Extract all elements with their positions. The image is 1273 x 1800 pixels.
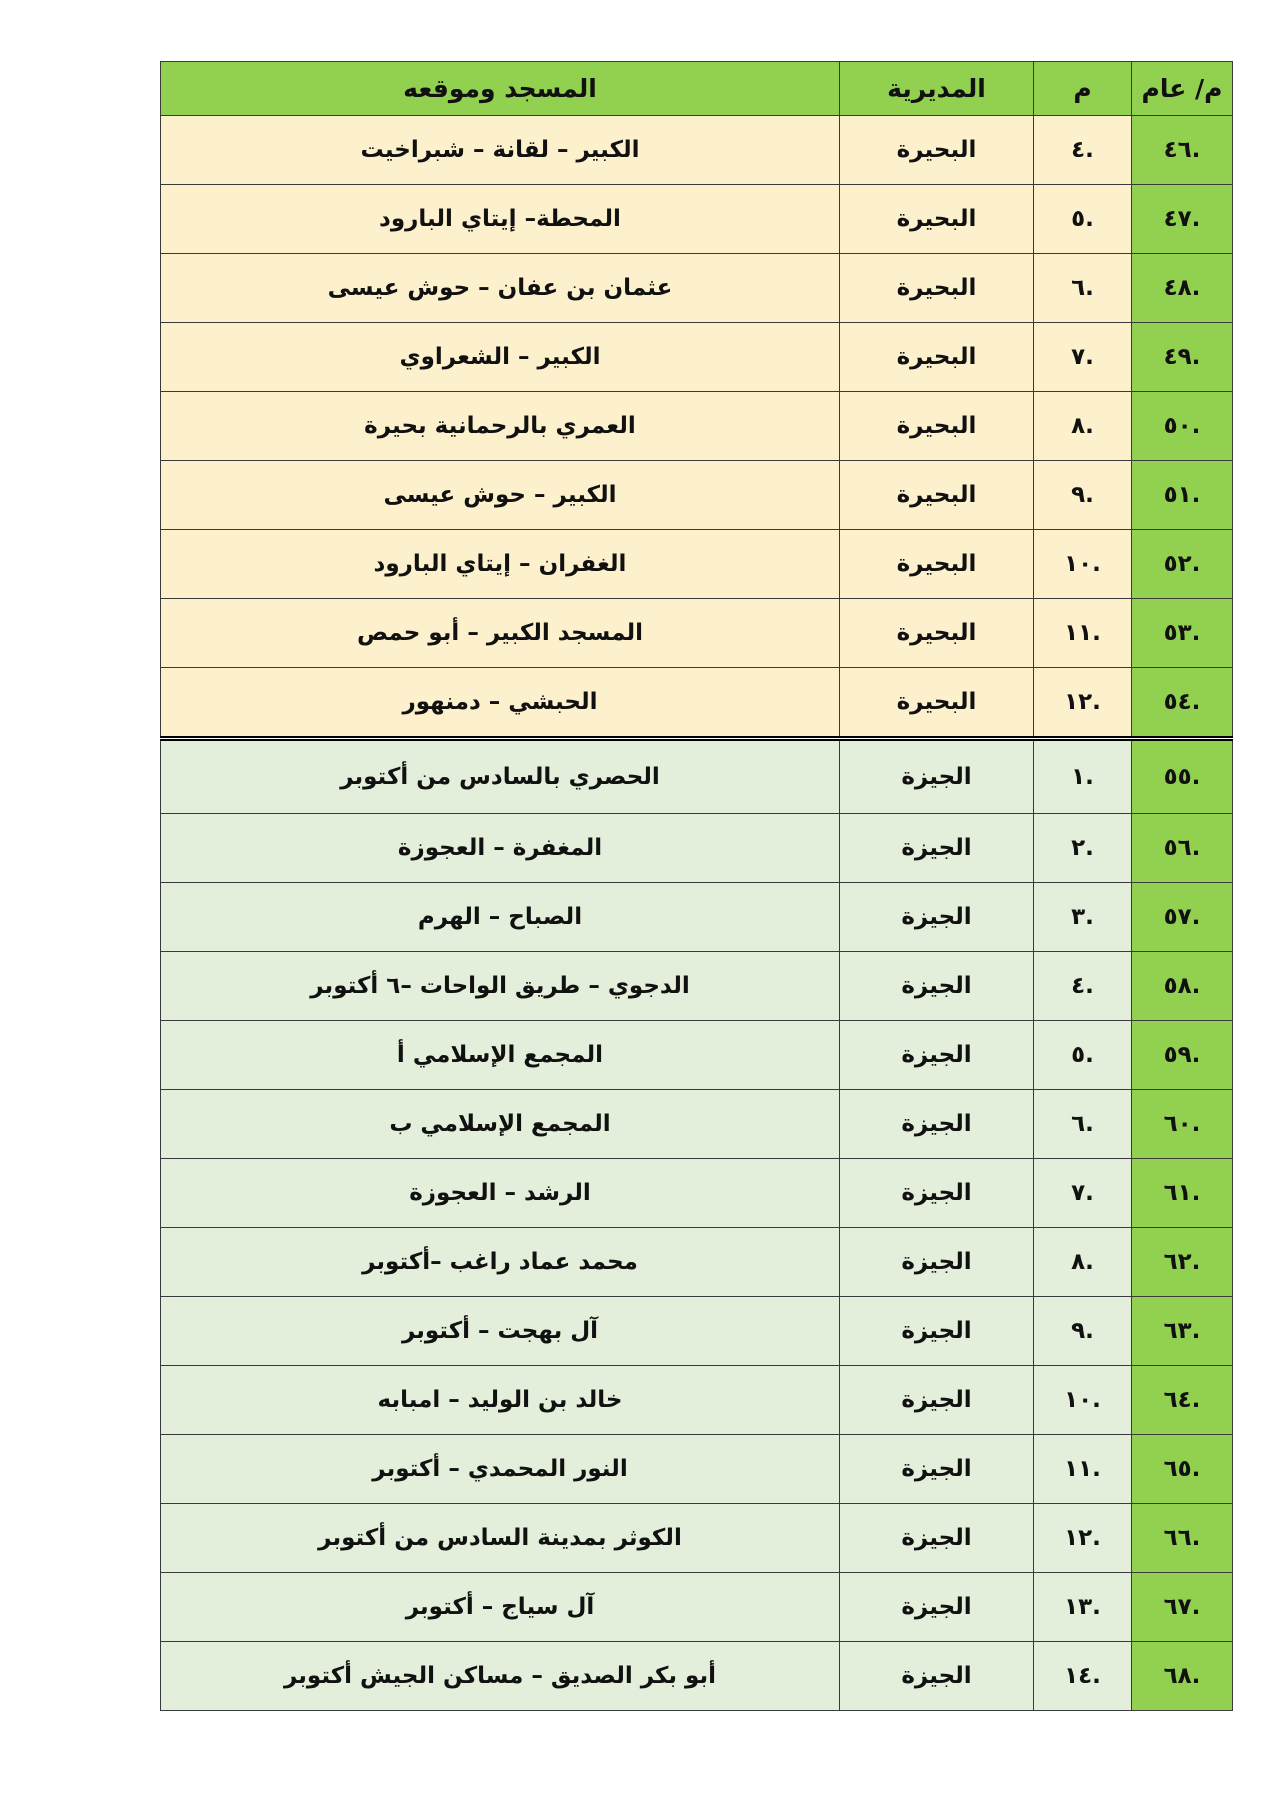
table-row: [161, 461, 1233, 530]
general-number-cell: .٦٣: [1132, 1297, 1233, 1366]
mosque-cell: الصباح – الهرم: [161, 883, 840, 952]
serial-number-cell: .٧: [1034, 323, 1132, 392]
general-number-cell: .٥١: [1132, 461, 1233, 530]
mosque-cell: خالد بن الوليد – امبابه: [161, 1366, 840, 1435]
mosque-cell: المجمع الإسلامي أ: [161, 1021, 840, 1090]
table-row: [161, 116, 1233, 185]
table-row: [161, 1573, 1233, 1642]
general-number-cell: .٥٠: [1132, 392, 1233, 461]
serial-number-cell: .٤: [1034, 116, 1132, 185]
directorate-cell: البحيرة: [840, 254, 1034, 323]
general-number-cell: .٦١: [1132, 1159, 1233, 1228]
directorate-cell: الجيزة: [840, 952, 1034, 1021]
mosque-cell: المغفرة – العجوزة: [161, 814, 840, 883]
general-number-cell: .٥٩: [1132, 1021, 1233, 1090]
directorate-cell: البحيرة: [840, 116, 1034, 185]
directorate-cell: الجيزة: [840, 739, 1034, 814]
serial-number-cell: .٨: [1034, 1228, 1132, 1297]
mosque-cell: الرشد – العجوزة: [161, 1159, 840, 1228]
general-number-cell: .٦٨: [1132, 1642, 1233, 1711]
table-row: [161, 814, 1233, 883]
mosque-cell: أبو بكر الصديق – مساكن الجيش أكتوبر: [161, 1642, 840, 1711]
directorate-cell: البحيرة: [840, 185, 1034, 254]
beheira-group: [161, 116, 1233, 739]
general-number-cell: .٦٧: [1132, 1573, 1233, 1642]
serial-number-cell: .٩: [1034, 1297, 1132, 1366]
table-row: [161, 952, 1233, 1021]
general-number-cell: .٥٨: [1132, 952, 1233, 1021]
header-general-number: م/ عام: [1132, 62, 1233, 116]
table-header: [161, 62, 1233, 116]
mosque-cell: الكبير – الشعراوي: [161, 323, 840, 392]
mosque-cell: الحصري بالسادس من أكتوبر: [161, 739, 840, 814]
general-number-cell: .٦٠: [1132, 1090, 1233, 1159]
table-row: [161, 185, 1233, 254]
mosque-cell: الكبير – لقانة – شبراخيت: [161, 116, 840, 185]
directorate-cell: الجيزة: [840, 1090, 1034, 1159]
serial-number-cell: .١١: [1034, 599, 1132, 668]
mosques-table: [160, 61, 1233, 1711]
directorate-cell: البحيرة: [840, 668, 1034, 739]
serial-number-cell: .٥: [1034, 1021, 1132, 1090]
serial-number-cell: .٦: [1034, 1090, 1132, 1159]
header-serial-number: م: [1034, 62, 1132, 116]
general-number-cell: .٦٥: [1132, 1435, 1233, 1504]
mosque-cell: آل بهجت – أكتوبر: [161, 1297, 840, 1366]
general-number-cell: .٥٢: [1132, 530, 1233, 599]
mosque-cell: الغفران – إيتاي البارود: [161, 530, 840, 599]
serial-number-cell: .٩: [1034, 461, 1132, 530]
table-row: [161, 883, 1233, 952]
general-number-cell: .٦٤: [1132, 1366, 1233, 1435]
directorate-cell: البحيرة: [840, 530, 1034, 599]
serial-number-cell: .١٤: [1034, 1642, 1132, 1711]
general-number-cell: .٥٥: [1132, 739, 1233, 814]
table-row: [161, 1366, 1233, 1435]
serial-number-cell: .٤: [1034, 952, 1132, 1021]
serial-number-cell: .٨: [1034, 392, 1132, 461]
table-row: [161, 739, 1233, 814]
serial-number-cell: .١٢: [1034, 668, 1132, 739]
serial-number-cell: .١٠: [1034, 530, 1132, 599]
table-row: [161, 323, 1233, 392]
table-row: [161, 1642, 1233, 1711]
directorate-cell: الجيزة: [840, 1297, 1034, 1366]
directorate-cell: الجيزة: [840, 883, 1034, 952]
serial-number-cell: .١١: [1034, 1435, 1132, 1504]
mosque-cell: محمد عماد راغب –أكتوبر: [161, 1228, 840, 1297]
table-row: [161, 1159, 1233, 1228]
serial-number-cell: .٦: [1034, 254, 1132, 323]
general-number-cell: .٦٢: [1132, 1228, 1233, 1297]
mosque-cell: النور المحمدي – أكتوبر: [161, 1435, 840, 1504]
mosque-cell: عثمان بن عفان – حوش عيسى: [161, 254, 840, 323]
directorate-cell: البحيرة: [840, 323, 1034, 392]
table-row: [161, 254, 1233, 323]
mosque-cell: الكوثر بمدينة السادس من أكتوبر: [161, 1504, 840, 1573]
directorate-cell: البحيرة: [840, 599, 1034, 668]
directorate-cell: الجيزة: [840, 1573, 1034, 1642]
directorate-cell: الجيزة: [840, 1021, 1034, 1090]
general-number-cell: .٤٦: [1132, 116, 1233, 185]
table-row: [161, 1504, 1233, 1573]
directorate-cell: الجيزة: [840, 1228, 1034, 1297]
table-row: [161, 1228, 1233, 1297]
header-row: [161, 62, 1233, 116]
directorate-cell: الجيزة: [840, 814, 1034, 883]
general-number-cell: .٥٣: [1132, 599, 1233, 668]
header-directorate: المديرية: [840, 62, 1034, 116]
table-row: [161, 1297, 1233, 1366]
directorate-cell: الجيزة: [840, 1366, 1034, 1435]
mosque-cell: الكبير – حوش عيسى: [161, 461, 840, 530]
general-number-cell: .٤٩: [1132, 323, 1233, 392]
directorate-cell: الجيزة: [840, 1504, 1034, 1573]
serial-number-cell: .١٢: [1034, 1504, 1132, 1573]
serial-number-cell: .١٣: [1034, 1573, 1132, 1642]
mosque-cell: العمري بالرحمانية بحيرة: [161, 392, 840, 461]
general-number-cell: .٦٦: [1132, 1504, 1233, 1573]
serial-number-cell: .٧: [1034, 1159, 1132, 1228]
mosque-cell: المجمع الإسلامي ب: [161, 1090, 840, 1159]
serial-number-cell: .٢: [1034, 814, 1132, 883]
table-row: [161, 1021, 1233, 1090]
serial-number-cell: .١٠: [1034, 1366, 1132, 1435]
table-row: [161, 1435, 1233, 1504]
directorate-cell: البحيرة: [840, 461, 1034, 530]
general-number-cell: .٥٧: [1132, 883, 1233, 952]
directorate-cell: الجيزة: [840, 1642, 1034, 1711]
mosque-cell: الحبشي – دمنهور: [161, 668, 840, 739]
table-row: [161, 530, 1233, 599]
serial-number-cell: .٣: [1034, 883, 1132, 952]
directorate-cell: الجيزة: [840, 1159, 1034, 1228]
mosque-cell: المحطة– إيتاي البارود: [161, 185, 840, 254]
table-row: [161, 1090, 1233, 1159]
mosque-cell: المسجد الكبير – أبو حمص: [161, 599, 840, 668]
directorate-cell: البحيرة: [840, 392, 1034, 461]
mosques-table-page: [160, 61, 1232, 1711]
mosque-cell: آل سياج – أكتوبر: [161, 1573, 840, 1642]
serial-number-cell: .١: [1034, 739, 1132, 814]
table-row: [161, 392, 1233, 461]
serial-number-cell: .٥: [1034, 185, 1132, 254]
mosque-cell: الدجوي – طريق الواحات –٦ أكتوبر: [161, 952, 840, 1021]
general-number-cell: .٤٧: [1132, 185, 1233, 254]
table-row: [161, 668, 1233, 739]
header-mosque-and-location: المسجد وموقعه: [161, 62, 840, 116]
table-row: [161, 599, 1233, 668]
giza-group: [161, 739, 1233, 1711]
general-number-cell: .٤٨: [1132, 254, 1233, 323]
directorate-cell: الجيزة: [840, 1435, 1034, 1504]
general-number-cell: .٥٤: [1132, 668, 1233, 739]
general-number-cell: .٥٦: [1132, 814, 1233, 883]
